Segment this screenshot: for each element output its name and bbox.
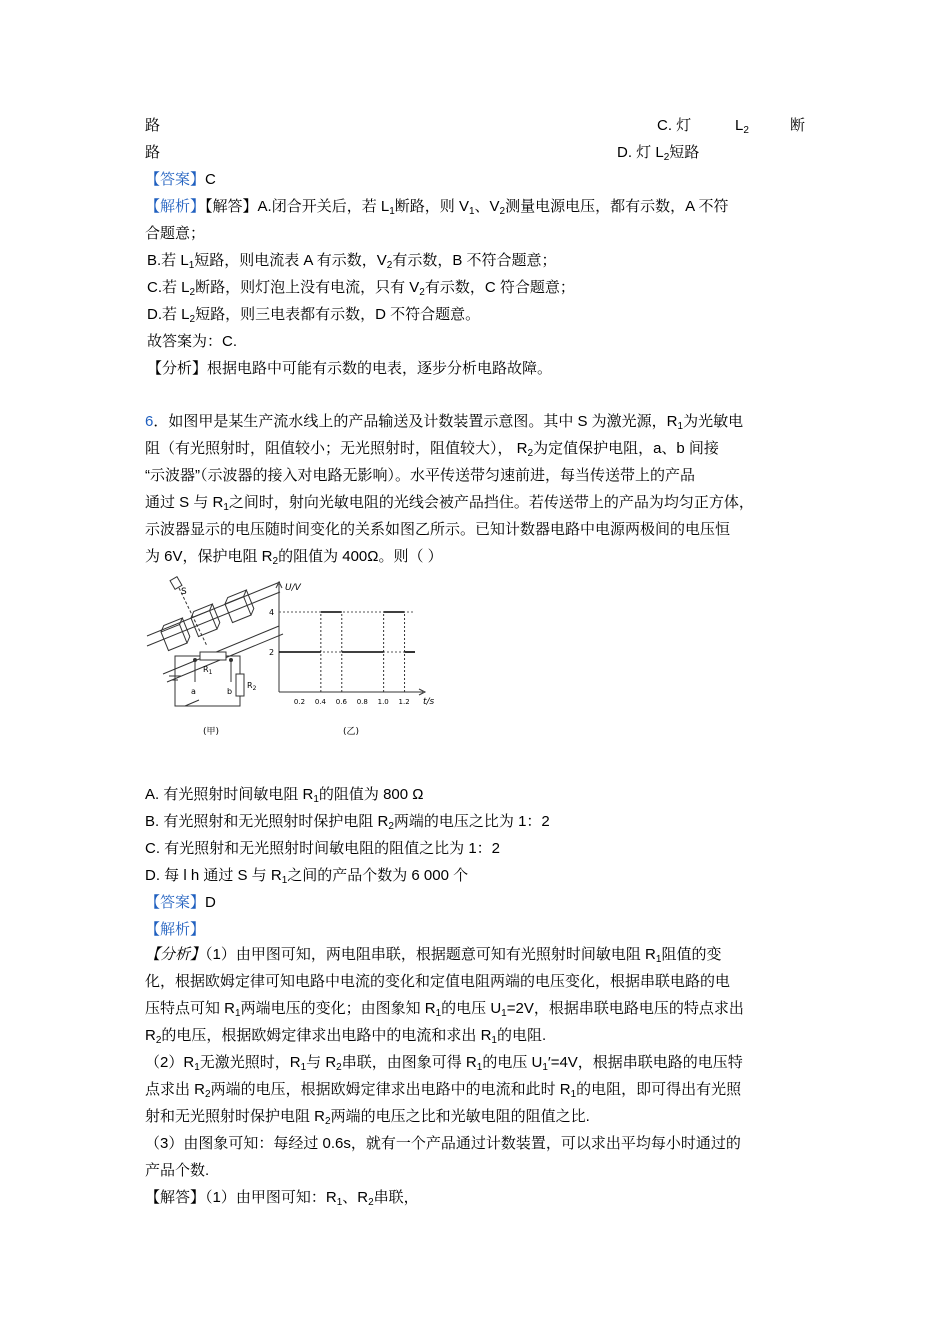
switch xyxy=(185,700,199,706)
q6-option-b: B. 有光照射和无光照射时保护电阻 $R_2$两端的电压之比为 1：2 xyxy=(145,813,550,832)
diagram-jia xyxy=(147,577,283,706)
prev-analysis-b: B.若 $L_1$短路，则电流表 A 有示数，$V_2$有示数，B 不符合题意； xyxy=(147,252,557,271)
product-cube-2 xyxy=(189,604,222,637)
q6-option-c: C. 有光照射和无光照射时间敏电阻的阻值之比为 1：2 xyxy=(145,840,501,857)
x-tick-label-0.8: 0.8 xyxy=(356,698,368,706)
q6-line-5: 示波器显示的电压随时间变化的关系如图乙所示。已知计数器电路中电源两极间的电压恒 xyxy=(145,521,731,538)
label-a: a xyxy=(191,687,196,696)
q6-line-4: 通过 S 与 $R_1$之间时，射向光敏电阻的光线会被产品挡住。若传送带上的产品为均匀正方体， xyxy=(145,494,754,513)
q6-p2-line-3: 射和无光照射时保护电阻 $R_2$两端的电压之比和光敏电阻的阻值之比. xyxy=(145,1108,590,1127)
prev-option-d: D. 灯 $L_2$短路 xyxy=(617,144,700,163)
q6-option-d: D. 每 l h 通过 S 与 $R_1$之间的产品个数为 6 000 个 xyxy=(145,867,469,886)
q6-line-3: “示波器”（示波器的接入对电路无影响）。水平传送带匀速前进，每当传送带上的产品 xyxy=(145,467,695,484)
label-r1: $R_1$ xyxy=(203,665,213,676)
q6-figure-svg xyxy=(145,574,435,744)
x-tick-label-0.2: 0.2 xyxy=(293,698,306,706)
q6-p1-line-2: 化，根据欧姆定律可知电路中电流的变化和定值电阻两端的电压变化，根据串联电路的电 xyxy=(145,973,731,990)
r1-resistor xyxy=(200,652,226,660)
q6-option-a: A. 有光照射时间敏电阻 $R_1$的阻值为 800 Ω xyxy=(145,786,424,805)
q6-line-2: 阻（有光照射时，阻值较小；无光照射时，阻值较大）， $R_2$为定值保护电阻，a、b 间接 xyxy=(145,440,719,459)
q6-p1-line-4: $R_2$的电压，根据欧姆定律求出电路中的电流和求出 $R_1$的电阻. xyxy=(145,1027,547,1046)
x-axis-label: t/s xyxy=(423,697,435,707)
q6-p1-line-1: 【分析】（1）由甲图可知，两电阻串联，根据题意可知有光照射时间敏电阻 $R_1$阻值的变 xyxy=(145,946,722,965)
belt-edge-top xyxy=(147,582,280,636)
q6-solve: 【解答】（1）由甲图可知：$R_1$、$R_2$串联， xyxy=(145,1189,419,1208)
r2-resistor xyxy=(236,674,244,696)
y-tick-label-2: 2 xyxy=(269,648,275,657)
q6-p2-line-2: 点求出 $R_2$两端的电压，根据欧姆定律求出电路中的电流和此时 $R_1$的电阻，即可得出有光照 xyxy=(145,1081,742,1100)
y-axis-label: U/V xyxy=(285,583,301,593)
q6-p1-line-3: 压特点可知 $R_1$两端电压的变化；由图象知 $R_1$的电压 $U_1=2V$，根据串联电路电压的特点求出 xyxy=(145,1000,744,1019)
chart-yi xyxy=(269,582,435,707)
prev-conclusion: 故答案为：C. xyxy=(147,333,238,350)
caption-yi: (乙) xyxy=(343,727,360,737)
label-b: b xyxy=(227,687,233,696)
q6-line-1: 6．如图甲是某生产流水线上的产品输送及计数装置示意图。其中 S 为激光源，$R_1$为光敏电 xyxy=(145,413,744,432)
prev-option-c-tail: 路 xyxy=(145,144,161,161)
prev-analysis-c: C.若 $L_2$断路，则灯泡上没有电流，只有 $V_2$有示数，C 符合题意； xyxy=(147,279,575,298)
prev-option-c: C. 灯 xyxy=(657,117,692,134)
prev-analysis-d: D.若 $L_2$短路，则三电表都有示数，D 不符合题意。 xyxy=(147,306,481,325)
x-tick-label-1.2: 1.2 xyxy=(398,698,410,706)
q6-analysis-tag: 【解析】 xyxy=(145,921,206,938)
q6-answer: 【答案】D xyxy=(145,894,216,911)
q6-p3-line-1: （3）由图象可知：每经过 0.6s，就有一个产品通过计数装置，可以求出平均每小时通过的 xyxy=(145,1135,741,1152)
x-tick-label-0.6: 0.6 xyxy=(335,698,347,706)
label-r2: $R_2$ xyxy=(247,681,257,692)
label-s: S xyxy=(181,587,187,597)
prev-analysis-a2: 合题意； xyxy=(145,225,206,242)
caption-jia: (甲) xyxy=(203,727,220,737)
prev-option-b-tail: 路 xyxy=(145,117,161,134)
prev-analysis-a: 【解析】【解答】A.闭合开关后，若 $L_1$断路，则 $V_1$、$V_2$测量电源电压，都有示数，A 不符 xyxy=(145,198,729,217)
x-tick-label-1: 1.0 xyxy=(377,698,389,706)
prev-note: 【分析】根据电路中可能有示数的电表，逐步分析电路故障。 xyxy=(147,360,553,377)
q6-figure xyxy=(145,574,435,748)
product-cube-3 xyxy=(223,590,256,623)
belt-edge-bottom-inner xyxy=(163,626,279,674)
q6-line-6: 为 6V，保护电阻 $R_2$的阻值为 400Ω。则（ ） xyxy=(145,548,443,567)
x-tick-label-0.4: 0.4 xyxy=(314,698,326,706)
q6-p3-line-2: 产品个数. xyxy=(145,1162,210,1179)
prev-option-c-end: 断 xyxy=(790,117,806,134)
y-tick-label-4: 4 xyxy=(269,608,275,617)
prev-option-c-l2: $L_2$ xyxy=(735,117,749,136)
q6-p2-line-1: $(2)R_1$无激光照时，$R_1$与 $R_2$串联，由图象可得 $R_1$的电压 $U_1'=4V$，根据串联电路的电压特 xyxy=(145,1054,743,1073)
prev-answer: 【答案】C xyxy=(145,171,216,188)
